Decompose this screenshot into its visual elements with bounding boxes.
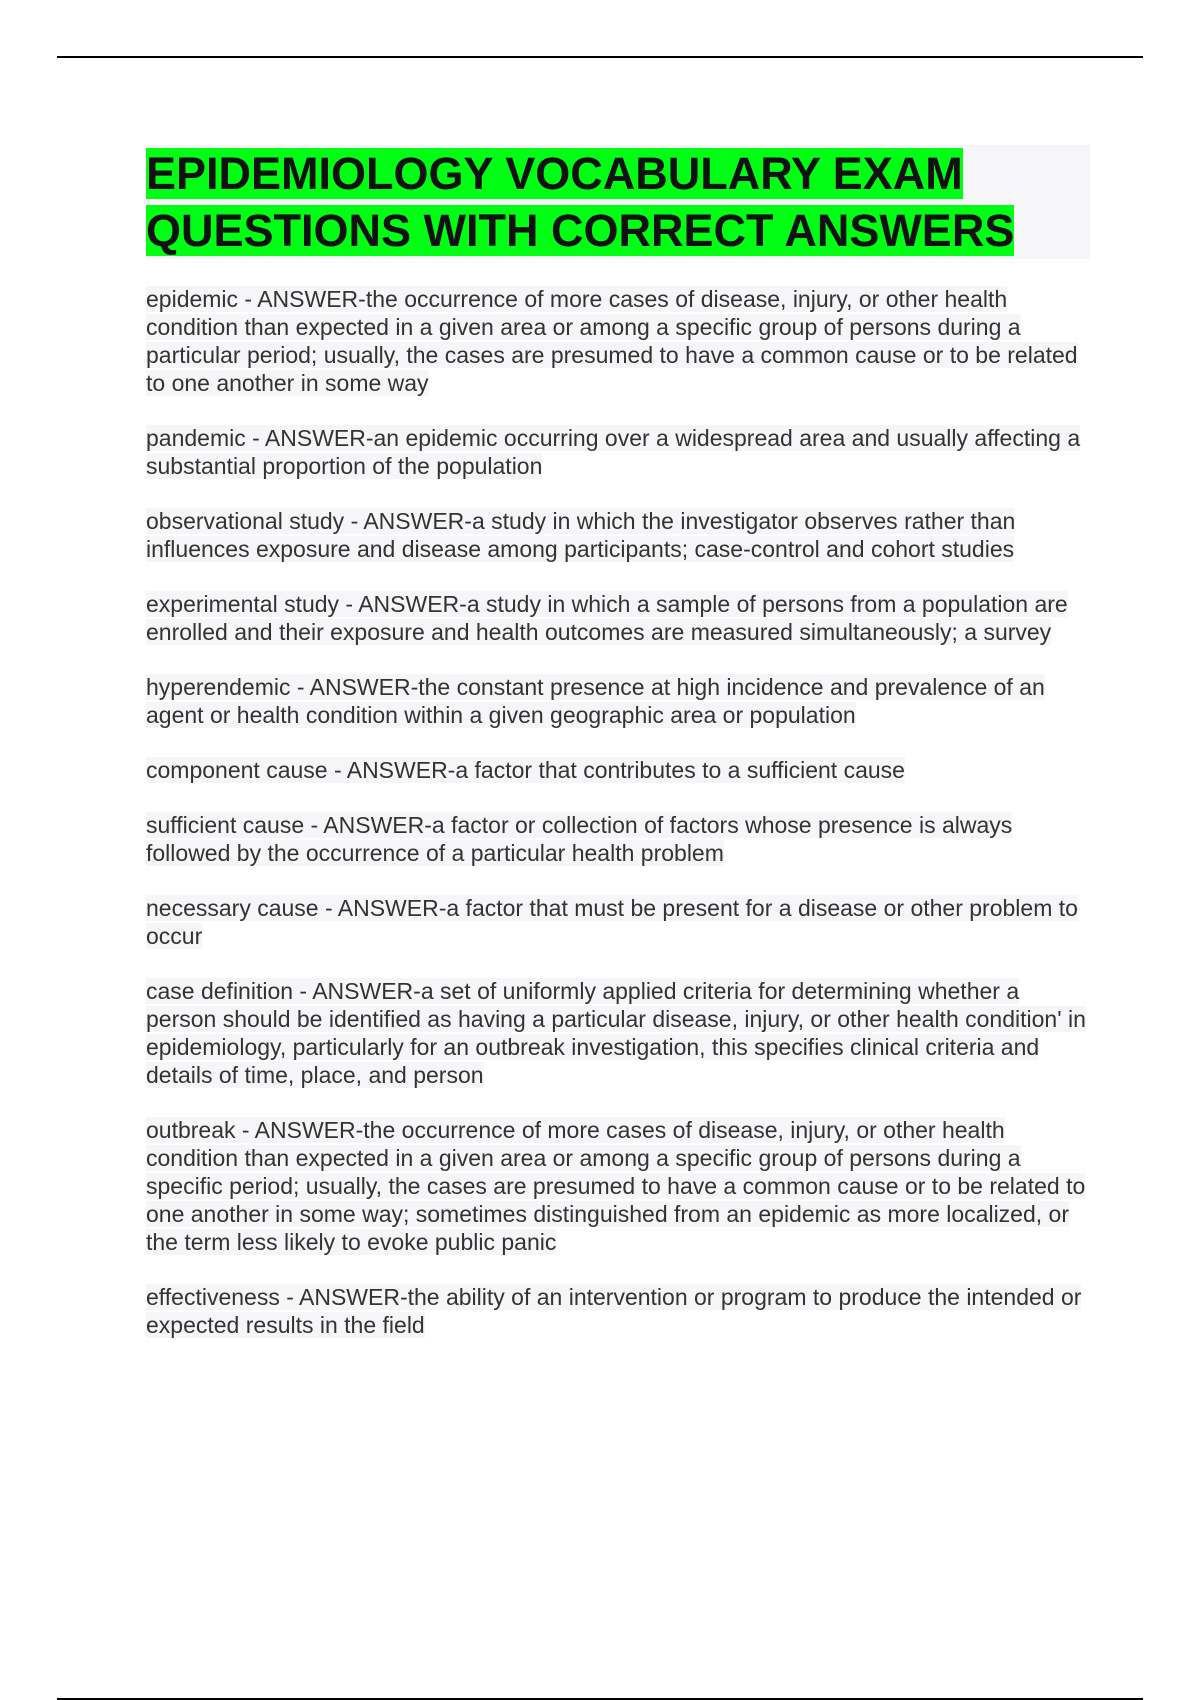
document-body [146, 145, 1090, 1366]
vocab-entry-effectiveness [146, 1283, 1090, 1339]
entry-text: hyperendemic - ANSWER-the constant presence at high incidence and prevalence of an agent or health condition within a given geographic area or population [146, 674, 1045, 728]
entry-text: case definition - ANSWER-a set of uniformly applied criteria for determining whether a person should be identified as having a particular disease, injury, or other health condition' in epidemiology, particularly for an outbreak investigation, this specifies clinical criteria and details of time, place, and person [146, 978, 1086, 1088]
title-line-2: QUESTIONS WITH CORRECT ANSWERS [146, 205, 1015, 256]
vocab-entry-component-cause [146, 756, 1090, 784]
entry-text: component cause - ANSWER-a factor that contributes to a sufficient cause [146, 757, 905, 783]
entry-text: observational study - ANSWER-a study in which the investigator observes rather than influences exposure and disease among participants; case-control and cohort studies [146, 508, 1016, 562]
entry-text: epidemic - ANSWER-the occurrence of more cases of disease, injury, or other health condition than expected in a given area or among a specific group of persons during a particular period; usually, the cases are presumed to have a common cause or to be related to one another in some way [146, 286, 1078, 396]
title-block [146, 145, 1090, 259]
entry-text: experimental study - ANSWER-a study in which a sample of persons from a population are enrolled and their exposure and health outcomes are measured simultaneously; a survey [146, 591, 1068, 645]
vocab-entry-pandemic [146, 424, 1090, 480]
entry-text: sufficient cause - ANSWER-a factor or collection of factors whose presence is always followed by the occurrence of a particular health problem [146, 812, 1013, 866]
vocab-entry-hyperendemic [146, 673, 1090, 729]
vocab-entry-epidemic [146, 285, 1090, 397]
vocab-entry-outbreak [146, 1116, 1090, 1256]
title-line-1: EPIDEMIOLOGY VOCABULARY EXAM [146, 148, 963, 199]
page-title [146, 145, 1090, 259]
vocab-entry-necessary-cause [146, 894, 1090, 950]
vocab-entry-sufficient-cause [146, 811, 1090, 867]
vocab-entry-observational-study [146, 507, 1090, 563]
vocab-entry-case-definition [146, 977, 1090, 1089]
entry-text: outbreak - ANSWER-the occurrence of more cases of disease, injury, or other health condition than expected in a given area or among a specific group of persons during a specific period; usually, the cases are presumed to have a common cause or to be related to one another in some way; sometimes distinguished from an epidemic as more localized, or the term less likely to evoke public panic [146, 1117, 1086, 1255]
entry-text: pandemic - ANSWER-an epidemic occurring over a widespread area and usually affecting a substantial proportion of the population [146, 425, 1081, 479]
entry-text: necessary cause - ANSWER-a factor that must be present for a disease or other problem to occur [146, 895, 1078, 949]
vocab-entry-experimental-study [146, 590, 1090, 646]
entry-text: effectiveness - ANSWER-the ability of an intervention or program to produce the intended or expected results in the field [146, 1284, 1082, 1338]
top-rule [57, 56, 1143, 58]
